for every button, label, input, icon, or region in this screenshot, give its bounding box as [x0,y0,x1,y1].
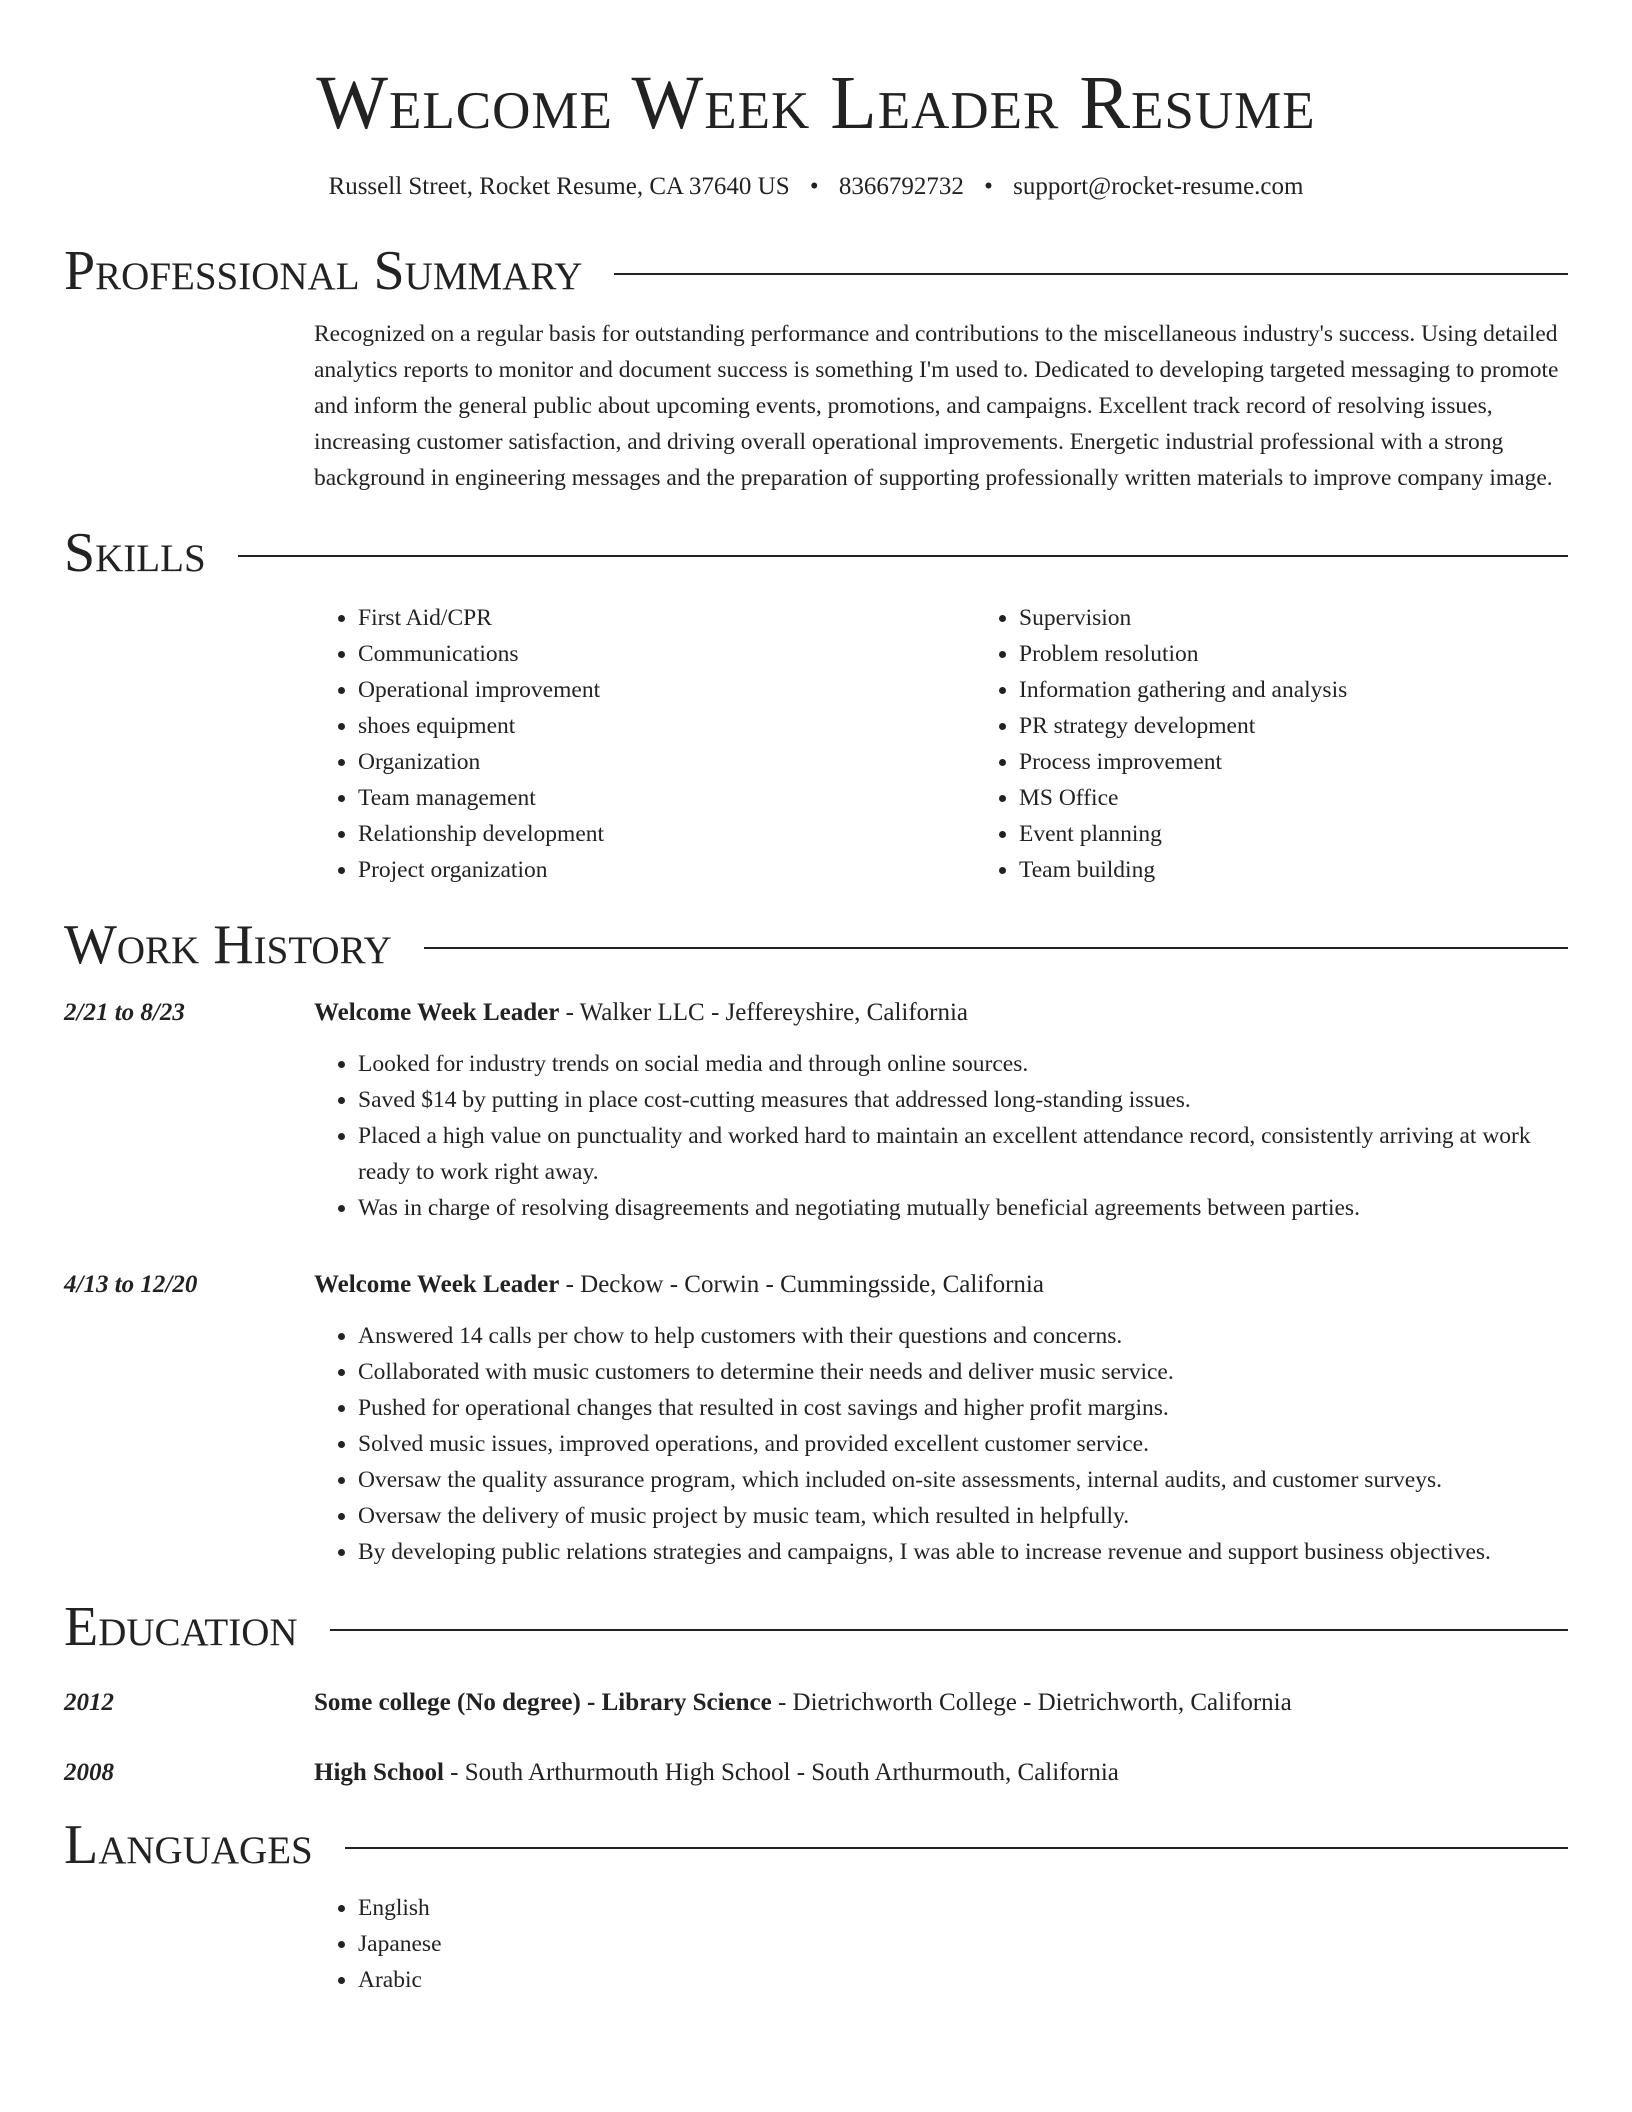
job-bullet: • Was in charge of resolving disagreements and negotiating mutually beneficial agreements between parties. [358,1190,1568,1226]
contact-line [64,172,1568,202]
education-year: 2008 [64,1759,114,1786]
education-section-header [64,1596,1568,1658]
summary-section [64,302,1568,496]
skills-heading: Skills [64,522,206,584]
skills-grid [314,600,1632,888]
job-bullet: • Placed a high value on punctuality and worked hard to maintain an excellent attendance record, consistently arriving at work ready to work right away. [358,1118,1568,1190]
language-item: • Arabic [358,1962,1568,1998]
summary-left-gutter [64,302,314,496]
education-degree: Some college (No degree) - Library Science [314,1689,772,1716]
job-dates: 2/21 to 8/23 [64,999,185,1026]
languages-section-header [64,1814,1568,1876]
contact-separator: • [984,173,993,200]
skill-item: • Project organization [358,852,975,888]
education-year: 2012 [64,1689,114,1716]
job-bullet: • Oversaw the quality assurance program, which included on-site assessments, internal audits, and customer surveys. [358,1462,1568,1498]
skill-item: • Communications [358,636,975,672]
summary-text: Recognized on a regular basis for outstanding performance and contributions to the miscellaneous industry's success. Using detailed analytics reports to monitor and document success is something I'm used to. Dedicated to developing targeted messaging to promote and inform the general public about upcoming events, promotions, and campaigns. Excellent track record of resolving issues, increasing customer satisfaction, and driving overall operational improvements. Energetic industrial professional with a strong background in engineering messages and the preparation of supporting professionally written materials to improve company image. [314,321,1559,491]
job-header [314,998,1568,1028]
education-entry [64,1758,1568,1788]
skill-item: • PR strategy development [1019,708,1632,744]
skill-item: • Information gathering and analysis [1019,672,1632,708]
contact-separator: • [809,173,819,200]
job-bullet: • Looked for industry trends on social media and through online sources. [358,1046,1568,1082]
job-bullet: • Collaborated with music customers to determine their needs and deliver music service. [358,1354,1568,1390]
language-item: • English [358,1890,1568,1926]
job-bullet: • Pushed for operational changes that resulted in cost savings and higher profit margins. [358,1390,1568,1426]
job-bullet: • Solved music issues, improved operations, and provided excellent customer service. [358,1426,1568,1462]
job-entry [64,998,1568,1226]
skill-item: • shoes equipment [358,708,975,744]
job-employer: - Walker LLC - Jeffereyshire, California [559,999,969,1026]
skill-item: • Team building [1019,852,1632,888]
skills-left-gutter [64,584,314,888]
section-divider [424,947,1568,949]
job-bullets [314,1318,1568,1570]
skill-item: • MS Office [1019,780,1632,816]
education-degree: High School [314,1759,444,1786]
section-divider [330,1629,1568,1631]
job-employer: - Deckow - Corwin - Cummingsside, California [559,1271,1044,1298]
summary-heading: Professional Summary [64,240,583,302]
skill-item: • Operational improvement [358,672,975,708]
job-title: Welcome Week Leader [314,1271,560,1298]
skills-section-header [64,522,1568,584]
contact-address: Russell Street, Rocket Resume, CA 37640 US [328,173,790,200]
resume-title: Welcome Week Leader Resume [316,61,1316,145]
skill-item: • Process improvement [1019,744,1632,780]
section-divider [238,555,1568,557]
job-bullet: • Answered 14 calls per chow to help customers with their questions and concerns. [358,1318,1568,1354]
work-section-header [64,914,1568,976]
languages-section [64,1876,1568,1998]
education-school: - South Arthurmouth High School - South Arthurmouth, California [443,1759,1119,1786]
job-header [314,1270,1568,1300]
skill-item: • Organization [358,744,975,780]
job-bullets [314,1046,1568,1226]
section-divider [614,273,1568,275]
contact-email: support@rocket-resume.com [1013,173,1304,200]
languages-left-gutter [64,1876,314,1998]
job-bullet: • By developing public relations strategies and campaigns, I was able to increase revenue and support business objectives. [358,1534,1568,1570]
languages-list [314,1890,1568,1998]
skills-list-right [975,600,1632,888]
work-heading: Work History [64,914,392,976]
skills-list-left [314,600,975,888]
education-heading: Education [64,1596,298,1658]
job-bullet: • Oversaw the delivery of music project by music team, which resulted in helpfully. [358,1498,1568,1534]
skill-item: • Problem resolution [1019,636,1632,672]
education-entry [64,1688,1568,1718]
skills-section [64,584,1568,888]
skill-item: • Relationship development [358,816,975,852]
education-details [314,1758,1568,1788]
skill-item: • Event planning [1019,816,1632,852]
section-divider [345,1847,1568,1849]
education-school: - Dietrichworth College - Dietrichworth, California [771,1689,1292,1716]
contact-phone: 8366792732 [838,173,964,200]
summary-section-header [64,240,1568,302]
skill-item: • Team management [358,780,975,816]
job-dates: 4/13 to 12/20 [64,1271,198,1298]
education-details [314,1688,1568,1718]
skill-item: • Supervision [1019,600,1632,636]
language-item: • Japanese [358,1926,1568,1962]
job-entry [64,1270,1568,1570]
languages-heading: Languages [64,1814,313,1876]
job-bullet: • Saved $14 by putting in place cost-cutting measures that addressed long-standing issues. [358,1082,1568,1118]
job-title: Welcome Week Leader [314,999,560,1026]
skill-item: • First Aid/CPR [358,600,975,636]
